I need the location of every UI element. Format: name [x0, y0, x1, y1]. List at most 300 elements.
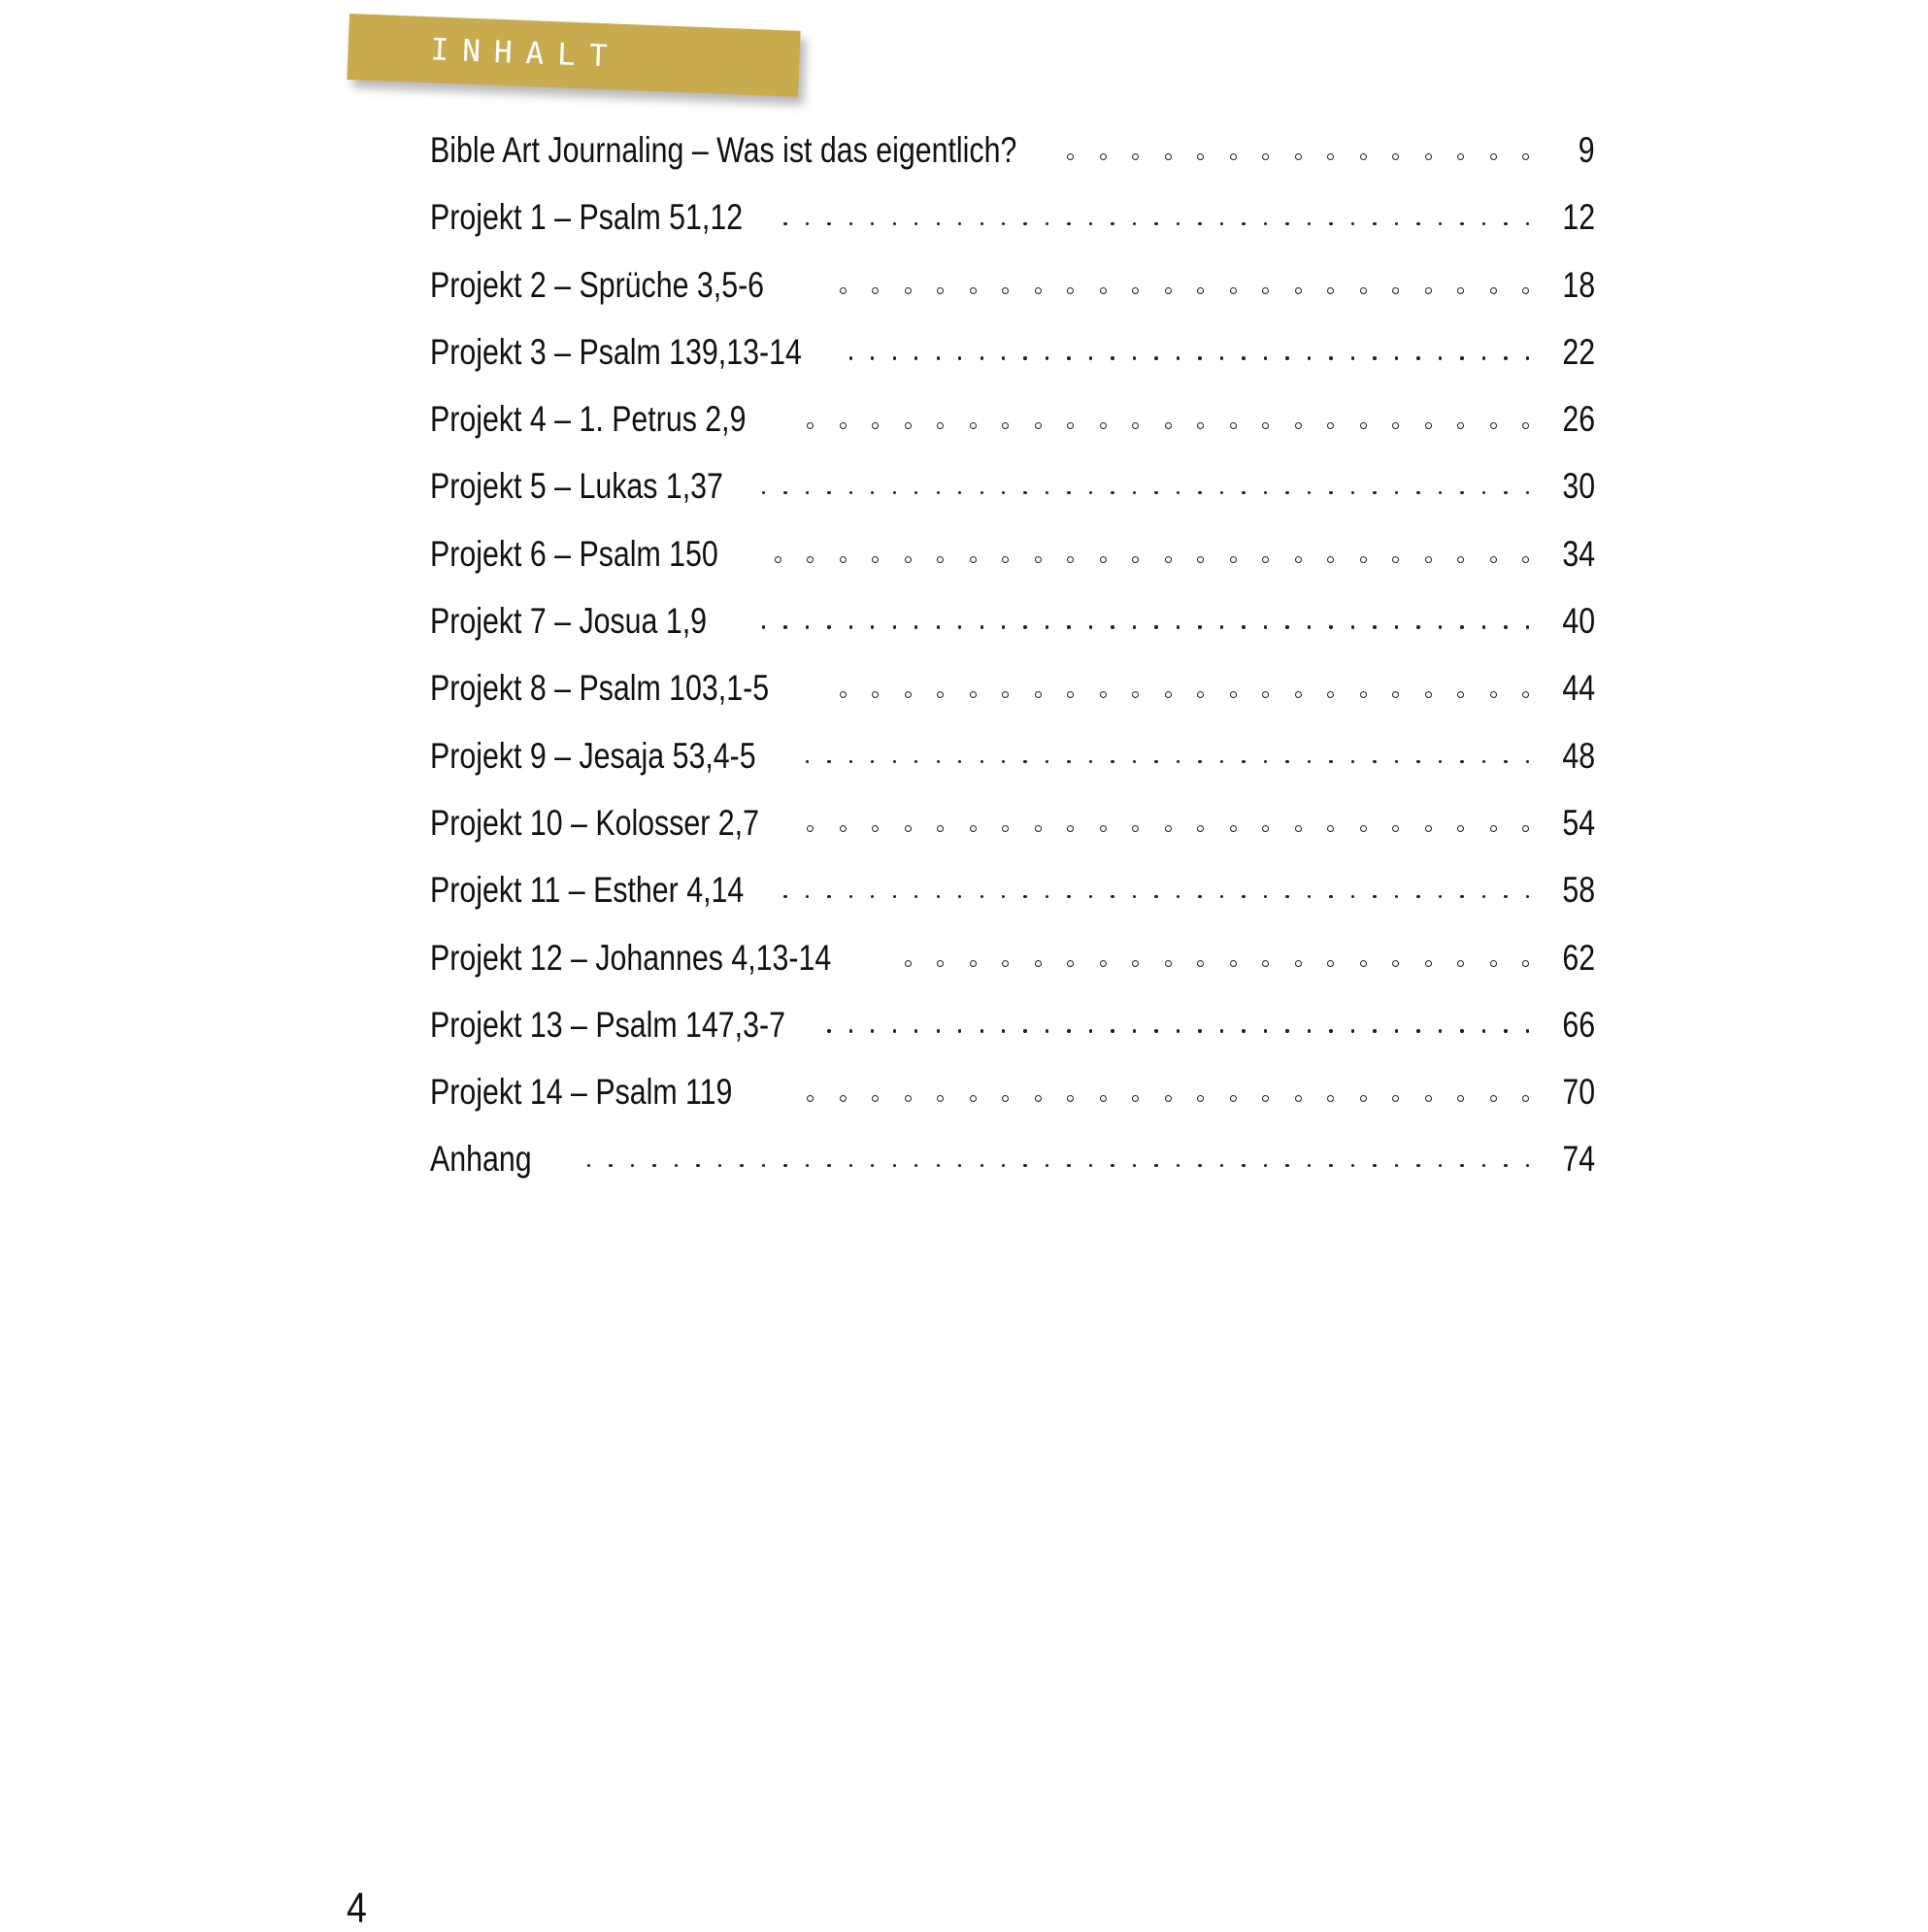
leader-dot — [631, 1164, 634, 1167]
leader-circle — [1002, 1095, 1009, 1102]
leader-circle — [872, 422, 879, 429]
leader-dot — [1002, 895, 1005, 898]
leader-dot — [1482, 895, 1485, 898]
leader-dot — [937, 1164, 940, 1167]
leader-circle — [1067, 960, 1074, 967]
leader-circle — [1490, 287, 1497, 294]
leader-dot — [871, 625, 874, 628]
leader-dot — [762, 491, 765, 494]
toc-dot-leader — [803, 1024, 1529, 1038]
leader-dot — [1111, 1164, 1114, 1167]
leader-dot — [1439, 356, 1442, 359]
leader-dot — [1460, 895, 1463, 898]
leader-circle — [1457, 825, 1464, 832]
leader-dot — [1395, 625, 1398, 628]
leader-circle — [1165, 153, 1172, 160]
leader-dot — [1395, 760, 1398, 763]
leader-circle — [1490, 960, 1497, 967]
leader-dot — [1242, 491, 1245, 494]
leader-dot — [1460, 1164, 1463, 1167]
toc-dot-leader — [761, 889, 1529, 903]
leader-circle — [840, 287, 847, 294]
leader-dot — [893, 1164, 896, 1167]
toc-entry-title: Projekt 6 – Psalm 150 — [430, 533, 718, 574]
leader-dot — [1067, 760, 1070, 763]
leader-dot — [1220, 491, 1223, 494]
leader-dot — [1242, 356, 1245, 359]
leader-dot — [1439, 222, 1442, 225]
leader-dot — [1329, 625, 1332, 628]
leader-dot — [1439, 1029, 1442, 1032]
toc-dot-leader — [549, 1158, 1529, 1172]
leader-dot — [1351, 1029, 1354, 1032]
leader-dot — [1177, 222, 1180, 225]
leader-dot — [1416, 491, 1419, 494]
leader-dot — [893, 356, 896, 359]
leader-circle — [1425, 825, 1432, 832]
leader-circle — [1360, 1095, 1367, 1102]
leader-dot — [1264, 222, 1267, 225]
leader-circle — [905, 960, 912, 967]
leader-dot — [1373, 1029, 1376, 1032]
leader-circle — [1392, 153, 1399, 160]
leader-dot — [1220, 356, 1223, 359]
leader-dot — [1067, 222, 1070, 225]
leader-dot — [1242, 895, 1245, 898]
leader-dot — [1242, 760, 1245, 763]
leader-dot — [893, 1029, 896, 1032]
leader-dot — [1329, 222, 1332, 225]
leader-dot — [937, 222, 940, 225]
leader-dot — [1504, 760, 1507, 763]
leader-dot — [1133, 356, 1136, 359]
leader-circle — [1230, 691, 1237, 698]
leader-circle — [970, 825, 977, 832]
leader-dot — [1285, 491, 1288, 494]
leader-circle — [1392, 1095, 1399, 1102]
toc-entry — [430, 526, 1595, 593]
toc-entry-title: Projekt 11 – Esther 4,14 — [430, 870, 745, 911]
leader-dot — [1526, 1029, 1529, 1032]
leader-circle — [1132, 287, 1139, 294]
leader-dot — [1264, 760, 1267, 763]
leader-circle — [1360, 960, 1367, 967]
leader-dot — [740, 1164, 743, 1167]
toc-entry — [430, 930, 1595, 997]
toc-entry-page: 58 — [1562, 870, 1595, 911]
leader-circle — [1197, 153, 1204, 160]
leader-circle — [1067, 556, 1074, 563]
leader-dot — [827, 1164, 830, 1167]
leader-dot — [1329, 760, 1332, 763]
leader-circle — [937, 422, 944, 429]
leader-circle — [1522, 422, 1529, 429]
leader-dot — [1046, 1029, 1048, 1032]
leader-dot — [1023, 1029, 1026, 1032]
leader-dot — [981, 1164, 983, 1167]
leader-dot — [1329, 895, 1332, 898]
leader-dot — [1285, 356, 1288, 359]
leader-dot — [1308, 222, 1311, 225]
leader-dot — [893, 895, 896, 898]
leader-circle — [1295, 825, 1302, 832]
leader-circle — [1392, 691, 1399, 698]
leader-circle — [1002, 287, 1009, 294]
leader-dot — [1329, 1029, 1332, 1032]
leader-circle — [1457, 422, 1464, 429]
leader-circle — [1002, 556, 1009, 563]
leader-dot — [1504, 356, 1507, 359]
leader-circle — [1327, 422, 1334, 429]
leader-dot — [893, 491, 896, 494]
leader-dot — [1285, 895, 1288, 898]
leader-dot — [1439, 760, 1442, 763]
toc-dot-leader — [760, 217, 1529, 230]
toc-entry — [430, 458, 1595, 525]
leader-dot — [1046, 222, 1048, 225]
leader-dot — [1046, 491, 1048, 494]
leader-dot — [1526, 1164, 1529, 1167]
leader-dot — [1373, 625, 1376, 628]
leader-dot — [981, 895, 983, 898]
toc-entry-title: Projekt 10 – Kolosser 2,7 — [430, 802, 759, 843]
leader-dot — [981, 222, 983, 225]
leader-dot — [1416, 625, 1419, 628]
leader-circle — [1100, 825, 1107, 832]
leader-dot — [1351, 1164, 1354, 1167]
leader-dot — [893, 625, 896, 628]
leader-dot — [1154, 625, 1157, 628]
leader-dot — [1177, 760, 1180, 763]
leader-circle — [1457, 287, 1464, 294]
leader-dot — [696, 1164, 699, 1167]
leader-circle — [1035, 1095, 1042, 1102]
leader-dot — [849, 491, 852, 494]
leader-dot — [1023, 625, 1026, 628]
leader-circle — [1490, 422, 1497, 429]
leader-dot — [1460, 1029, 1463, 1032]
leader-dot — [1416, 760, 1419, 763]
leader-circle — [1425, 960, 1432, 967]
leader-circle — [872, 1095, 879, 1102]
toc-entry-title: Projekt 4 – 1. Petrus 2,9 — [430, 399, 747, 440]
leader-circle — [1035, 422, 1042, 429]
toc-entry-title: Projekt 5 – Lukas 1,37 — [430, 466, 723, 507]
leader-circle — [1295, 556, 1302, 563]
leader-circle — [1165, 556, 1172, 563]
leader-circle — [1165, 422, 1172, 429]
leader-circle — [1002, 960, 1009, 967]
leader-circle — [1392, 287, 1399, 294]
leader-circle — [905, 422, 912, 429]
leader-circle — [1197, 1095, 1204, 1102]
leader-circle — [1327, 153, 1334, 160]
leader-circle — [970, 556, 977, 563]
leader-dot — [1023, 760, 1026, 763]
leader-circle — [937, 1095, 944, 1102]
leader-dot — [1264, 1164, 1267, 1167]
leader-dot — [1460, 222, 1463, 225]
leader-circle — [1197, 556, 1204, 563]
leader-dot — [958, 1029, 961, 1032]
leader-dot — [1023, 491, 1026, 494]
leader-circle — [1327, 825, 1334, 832]
leader-dot — [1329, 356, 1332, 359]
leader-dot — [849, 625, 852, 628]
leader-dot — [1395, 356, 1398, 359]
leader-circle — [1327, 556, 1334, 563]
leader-circle — [1132, 556, 1139, 563]
leader-circle — [1132, 691, 1139, 698]
leader-dot — [1154, 222, 1157, 225]
leader-dot — [1089, 760, 1092, 763]
leader-dot — [1439, 1164, 1442, 1167]
leader-circle — [1522, 960, 1529, 967]
leader-dot — [1198, 491, 1201, 494]
leader-dot — [1308, 895, 1311, 898]
leader-dot — [1351, 895, 1354, 898]
leader-dot — [827, 491, 830, 494]
leader-circle — [970, 691, 977, 698]
leader-dot — [1482, 222, 1485, 225]
leader-dot — [1177, 356, 1180, 359]
leader-dot — [1308, 625, 1311, 628]
leader-dot — [1177, 895, 1180, 898]
leader-dot — [675, 1164, 678, 1167]
leader-dot — [1133, 625, 1136, 628]
leader-circle — [1230, 422, 1237, 429]
leader-dot — [1067, 1164, 1070, 1167]
leader-circle — [1132, 153, 1139, 160]
leader-circle — [1425, 287, 1432, 294]
leader-dot — [1264, 1029, 1267, 1032]
toc-entry-page: 26 — [1562, 399, 1595, 440]
leader-circle — [1132, 1095, 1139, 1102]
leader-dot — [1067, 1029, 1070, 1032]
leader-circle — [970, 960, 977, 967]
leader-dot — [1395, 1164, 1398, 1167]
leader-circle — [937, 825, 944, 832]
leader-dot — [1504, 895, 1507, 898]
leader-dot — [1046, 625, 1048, 628]
leader-dot — [1046, 895, 1048, 898]
leader-circle — [1392, 960, 1399, 967]
leader-circle — [1100, 691, 1107, 698]
toc-entry-page: 70 — [1562, 1072, 1595, 1113]
leader-dot — [958, 1164, 961, 1167]
toc-entry-title: Projekt 8 – Psalm 103,1-5 — [430, 668, 770, 709]
leader-circle — [1262, 556, 1269, 563]
leader-dot — [1089, 222, 1092, 225]
leader-dot — [871, 356, 874, 359]
leader-circle — [1035, 287, 1042, 294]
leader-dot — [806, 760, 809, 763]
leader-circle — [1522, 287, 1529, 294]
leader-dot — [1285, 1164, 1288, 1167]
toc-dot-leader — [1034, 150, 1529, 163]
leader-dot — [1177, 625, 1180, 628]
toc-dot-leader — [786, 687, 1529, 701]
page-number: 4 — [347, 1884, 367, 1932]
leader-dot — [1416, 356, 1419, 359]
toc-entry-title: Projekt 2 – Sprüche 3,5-6 — [430, 264, 765, 305]
leader-dot — [1526, 491, 1529, 494]
leader-dot — [1177, 491, 1180, 494]
leader-circle — [1425, 422, 1432, 429]
leader-circle — [1522, 825, 1529, 832]
leader-dot — [914, 1164, 917, 1167]
leader-dot — [806, 1164, 809, 1167]
leader-circle — [1197, 960, 1204, 967]
leader-dot — [871, 222, 874, 225]
leader-dot — [849, 356, 852, 359]
leader-circle — [937, 556, 944, 563]
leader-dot — [849, 895, 852, 898]
leader-dot — [937, 1029, 940, 1032]
table-of-contents — [430, 122, 1595, 1199]
leader-dot — [1133, 222, 1136, 225]
toc-entry-page: 54 — [1562, 802, 1595, 843]
leader-dot — [1067, 895, 1070, 898]
leader-dot — [1242, 625, 1245, 628]
leader-dot — [1308, 760, 1311, 763]
leader-circle — [1425, 556, 1432, 563]
toc-entry-title: Projekt 13 – Psalm 147,3-7 — [430, 1004, 785, 1045]
toc-entry-title: Bible Art Journaling – Was ist das eigentlich? — [430, 130, 1017, 170]
leader-dot — [1089, 491, 1092, 494]
leader-dot — [914, 356, 917, 359]
leader-circle — [840, 556, 847, 563]
toc-dot-leader — [749, 1091, 1529, 1105]
toc-entry-title: Projekt 14 – Psalm 119 — [430, 1072, 733, 1113]
toc-dot-leader — [819, 351, 1529, 365]
toc-entry — [430, 391, 1595, 458]
leader-circle — [1165, 691, 1172, 698]
leader-dot — [1089, 356, 1092, 359]
toc-entry-title: Anhang — [430, 1139, 532, 1180]
leader-dot — [1133, 760, 1136, 763]
leader-dot — [1482, 1164, 1485, 1167]
leader-circle — [1067, 1095, 1074, 1102]
leader-dot — [1351, 356, 1354, 359]
leader-dot — [1373, 760, 1376, 763]
leader-circle — [1425, 153, 1432, 160]
leader-circle — [1360, 422, 1367, 429]
leader-dot — [1198, 222, 1201, 225]
leader-dot — [914, 491, 917, 494]
toc-dot-leader — [764, 418, 1530, 432]
leader-dot — [1504, 1164, 1507, 1167]
leader-dot — [1046, 356, 1048, 359]
leader-circle — [1002, 691, 1009, 698]
leader-circle — [807, 825, 814, 832]
leader-dot — [1416, 895, 1419, 898]
leader-dot — [937, 356, 940, 359]
leader-dot — [893, 760, 896, 763]
leader-circle — [1132, 422, 1139, 429]
leader-circle — [1490, 1095, 1497, 1102]
toc-entry-title: Projekt 9 – Jesaja 53,4-5 — [430, 735, 756, 776]
leader-circle — [775, 556, 781, 563]
leader-dot — [958, 760, 961, 763]
leader-dot — [1482, 625, 1485, 628]
leader-dot — [1460, 625, 1463, 628]
leader-dot — [1242, 1164, 1245, 1167]
leader-dot — [783, 895, 786, 898]
leader-circle — [1100, 422, 1107, 429]
leader-circle — [1490, 691, 1497, 698]
leader-dot — [1416, 222, 1419, 225]
leader-circle — [1100, 287, 1107, 294]
leader-circle — [1230, 287, 1237, 294]
leader-dot — [783, 222, 786, 225]
leader-dot — [1220, 625, 1223, 628]
leader-dot — [981, 625, 983, 628]
leader-circle — [1035, 691, 1042, 698]
toc-entry-page: 34 — [1562, 533, 1595, 574]
leader-circle — [1262, 287, 1269, 294]
leader-circle — [1067, 422, 1074, 429]
toc-dot-leader — [736, 553, 1529, 567]
leader-dot — [1133, 1029, 1136, 1032]
leader-dot — [914, 895, 917, 898]
leader-circle — [1132, 825, 1139, 832]
toc-entry-page: 44 — [1562, 668, 1595, 709]
leader-dot — [1526, 760, 1529, 763]
leader-dot — [1504, 1029, 1507, 1032]
leader-circle — [1165, 1095, 1172, 1102]
leader-circle — [1262, 1095, 1269, 1102]
leader-dot — [1023, 222, 1026, 225]
leader-dot — [652, 1164, 655, 1167]
leader-dot — [1198, 356, 1201, 359]
leader-dot — [871, 491, 874, 494]
leader-dot — [1242, 1029, 1245, 1032]
leader-circle — [937, 960, 944, 967]
leader-dot — [1154, 1164, 1157, 1167]
leader-dot — [871, 1029, 874, 1032]
leader-dot — [1198, 1164, 1201, 1167]
leader-dot — [1002, 1029, 1005, 1032]
leader-dot — [1002, 356, 1005, 359]
leader-dot — [1023, 1164, 1026, 1167]
leader-dot — [1198, 760, 1201, 763]
leader-circle — [1100, 556, 1107, 563]
leader-dot — [1198, 895, 1201, 898]
leader-circle — [1100, 960, 1107, 967]
leader-circle — [872, 825, 879, 832]
leader-dot — [783, 625, 786, 628]
leader-circle — [840, 422, 847, 429]
toc-dot-leader — [724, 620, 1529, 634]
leader-circle — [840, 825, 847, 832]
toc-entry — [430, 1064, 1595, 1131]
leader-dot — [1111, 895, 1114, 898]
leader-dot — [1023, 356, 1026, 359]
leader-circle — [1457, 153, 1464, 160]
leader-dot — [1111, 1029, 1114, 1032]
leader-dot — [1154, 895, 1157, 898]
leader-dot — [1373, 356, 1376, 359]
leader-dot — [806, 491, 809, 494]
leader-dot — [849, 1029, 852, 1032]
leader-dot — [1264, 356, 1267, 359]
leader-circle — [1230, 556, 1237, 563]
leader-circle — [937, 691, 944, 698]
toc-entry — [430, 324, 1595, 391]
leader-dot — [1285, 222, 1288, 225]
leader-dot — [1177, 1029, 1180, 1032]
